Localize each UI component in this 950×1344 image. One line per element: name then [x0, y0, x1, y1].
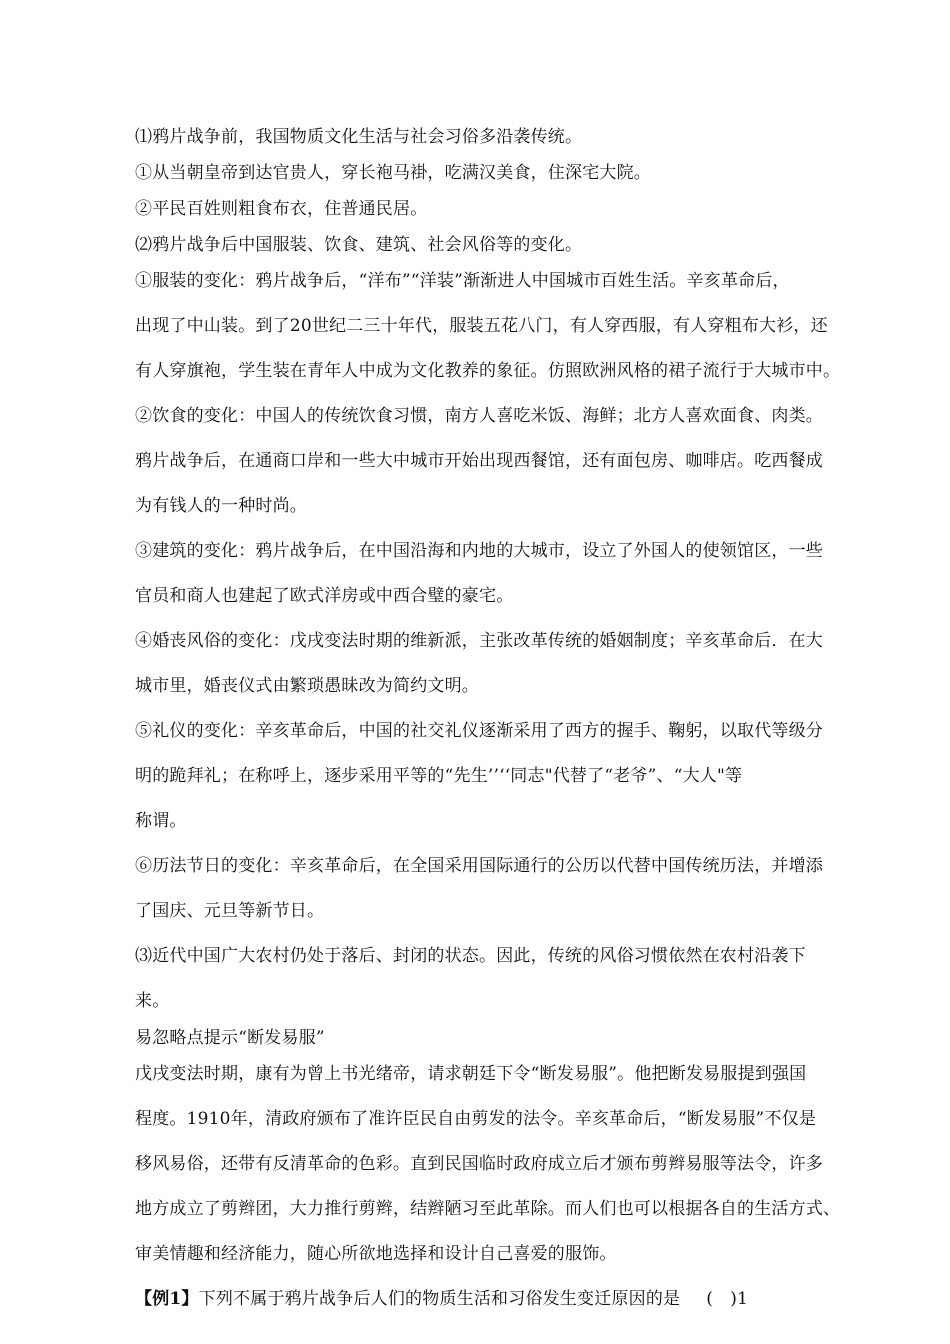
- text-line: ⑥历法节日的变化：辛亥革命后，在全国采用国际通行的公历以代替中国传统历法，并增添: [135, 856, 823, 876]
- text-line: 官员和商人也建起了欧式洋房或中西合璧的豪宅。: [135, 586, 514, 606]
- text-line: ②饮食的变化：中国人的传统饮食习惯，南方人喜吃米饭、海鲜；北方人喜欢面食、肉类。: [135, 406, 823, 426]
- section-heading: 易忽略点提示“断发易服”: [135, 1028, 325, 1048]
- text-line: 戊戌变法时期，康有为曾上书光绪帝，请求朝廷下令“断发易服”。他把断发易服提到强国: [135, 1064, 807, 1084]
- text-line: 程度。1910年，清政府颁布了准许臣民自由剪发的法令。辛亥革命后，“断发易服”不仅是: [135, 1109, 817, 1129]
- example-tag: 【例1】: [135, 1289, 199, 1309]
- text-line: ②平民百姓则粗食布衣，住普通民居。: [135, 199, 428, 219]
- example-text: 下列不属于鸦片战争后人们的物质生活和习俗发生变迁原因的是: [198, 1289, 681, 1309]
- answer-blank: ( ): [706, 1289, 738, 1309]
- text-line: 称谓。: [135, 811, 187, 831]
- example-tail: 1: [737, 1289, 749, 1309]
- text-line: ③建筑的变化：鸦片战争后，在中国沿海和内地的大城市，设立了外国人的使领馆区，一些: [135, 541, 823, 561]
- text-line: ⑤礼仪的变化：辛亥革命后，中国的社交礼仪逐渐采用了西方的握手、鞠躬，以取代等级分: [135, 721, 823, 741]
- text-line: ⑶近代中国广大农村仍处于落后、封闭的状态。因此，传统的风俗习惯依然在农村沿袭下: [135, 946, 806, 966]
- text-line: 了国庆、元旦等新节日。: [135, 901, 325, 921]
- text-line: 明的跪拜礼；在称呼上，逐步采用平等的“先生’’‘‘同志"代替了“老爷”、“大人"等: [135, 766, 743, 786]
- text-line: 地方成立了剪辫团，大力推行剪辫，结辫陋习至此革除。而人们也可以根据各自的生活方式、: [135, 1199, 841, 1219]
- text-line: ⑴鸦片战争前，我国物质文化生活与社会习俗多沿袭传统。: [135, 127, 583, 147]
- text-line: 有人穿旗袍，学生装在青年人中成为文化教养的象征。仿照欧洲风格的裙子流行于大城市中。: [135, 361, 841, 381]
- text-line: ⑵鸦片战争后中国服装、饮食、建筑、社会风俗等的变化。: [135, 235, 583, 255]
- text-line: 鸦片战争后，在通商口岸和一些大中城市开始出现西餐馆，还有面包房、咖啡店。吃西餐成: [135, 451, 823, 471]
- text-line: 移风易俗，还带有反清革命的色彩。直到民国临时政府成立后才颁布剪辫易服等法令，许多: [135, 1154, 823, 1174]
- text-line: 审美情趣和经济能力，随心所欲地选择和设计自己喜爱的服饰。: [135, 1244, 617, 1264]
- text-line: ①从当朝皇帝到达官贵人，穿长袍马褂，吃满汉美食，住深宅大院。: [135, 163, 651, 183]
- text-line: ①服装的变化：鸦片战争后，“洋布”“洋装”渐渐进人中国城市百姓生活。辛亥革命后，: [135, 271, 790, 291]
- example-question: [135, 1288, 748, 1310]
- text-line: 出现了中山装。到了20世纪二三十年代，服装五花八门，有人穿西服，有人穿粗布大衫，还: [135, 316, 828, 336]
- text-line: ④婚丧风俗的变化：戊戌变法时期的维新派，主张改革传统的婚姻制度；辛亥革命后．在大: [135, 631, 823, 651]
- text-line: 来。: [135, 991, 170, 1011]
- text-line: 城市里，婚丧仪式由繁琐愚昧改为简约文明。: [135, 676, 479, 696]
- text-line: 为有钱人的一种时尚。: [135, 496, 307, 516]
